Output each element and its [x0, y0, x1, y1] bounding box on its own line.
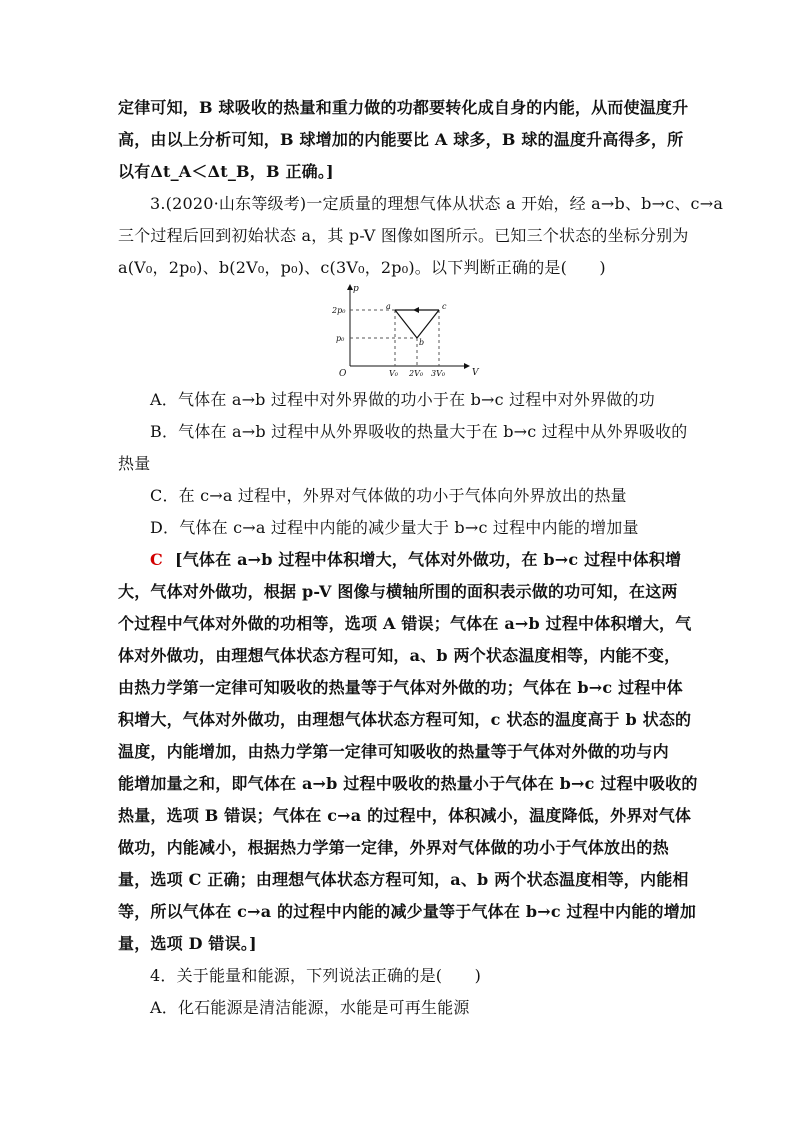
- label-point-b: b: [419, 338, 425, 347]
- answer-line-1: [150, 550, 681, 570]
- pv-diagram: [330, 282, 480, 378]
- answer-line-7: 温度，内能增加，由热力学第一定律可知吸收的热量等于气体对外做的功与内: [118, 742, 669, 761]
- label-origin: O: [339, 369, 347, 378]
- path-a-b: [395, 310, 417, 338]
- label-p-axis: p: [353, 284, 359, 294]
- text-line-1: 定律可知，B 球吸收的热量和重力做的功都要转化成自身的内能，从而使温度升: [118, 98, 689, 117]
- answer-line-9: 热量，选项 B 错误；气体在 c→a 的过程中，体积减小，温度降低，外界对气体: [118, 806, 692, 825]
- answer-line-10: 做功，内能减小，根据热力学第一定律，外界对气体做的功小于气体放出的热: [118, 838, 669, 857]
- path-b-c: [417, 310, 439, 338]
- tick-p0: p₀: [336, 334, 345, 343]
- arrow-c-a: [413, 307, 419, 313]
- answer-line-11: 量，选项 C 正确；由理想气体状态方程可知，a、b 两个状态温度相等，内能相: [118, 870, 689, 889]
- option-b-line-1: B．气体在 a→b 过程中从外界吸收的热量大于在 b→c 过程中从外界吸收的: [150, 422, 688, 441]
- text-line-3: 以有Δt_A＜Δt_B，B 正确。]: [118, 162, 334, 181]
- answer-line-13: 量，选项 D 错误。]: [118, 934, 257, 953]
- answer-text-1: [气体在 a→b 过程中体积增大，气体对外做功，在 b→c 过程中体积增: [174, 550, 682, 569]
- answer-line-5: 由热力学第一定律可知吸收的热量等于气体对外做的功；气体在 b→c 过程中体: [118, 678, 683, 697]
- question-3-line-2: 三个过程后回到初始状态 a，其 p-V 图像如图所示。已知三个状态的坐标分别为: [118, 226, 689, 245]
- label-point-c: c: [442, 302, 447, 311]
- answer-line-4: 体对外做功，由理想气体状态方程可知，a、b 两个状态温度相等，内能不变，: [118, 646, 681, 665]
- option-d: D．气体在 c→a 过程中内能的减少量大于 b→c 过程中内能的增加量: [150, 518, 639, 537]
- answer-line-8: 能增加量之和，即气体在 a→b 过程中吸收的热量小于气体在 b→c 过程中吸收的: [118, 774, 698, 793]
- tick-v0: V₀: [389, 369, 398, 378]
- answer-line-3: 个过程中气体对外做的功相等，选项 A 错误；气体在 a→b 过程中体积增大，气: [118, 614, 692, 633]
- option-a: A．气体在 a→b 过程中对外界做的功小于在 b→c 过程中对外界做的功: [150, 390, 655, 409]
- question-4-stem: 4．关于能量和能源，下列说法正确的是( ): [150, 966, 482, 985]
- v-axis-arrow: [464, 363, 470, 369]
- label-point-a: a: [386, 302, 391, 311]
- answer-line-12: 等，所以气体在 c→a 的过程中内能的减少量等于气体在 b→c 过程中内能的增加: [118, 902, 697, 921]
- answer-letter: C: [150, 550, 163, 569]
- text-line-2: 高，由以上分析可知，B 球增加的内能要比 A 球多，B 球的温度升高得多，所: [118, 130, 684, 149]
- answer-line-2: 大，气体对外做功，根据 p-V 图像与横轴所围的面积表示做的功可知，在这两: [118, 582, 678, 601]
- option-c: C．在 c→a 过程中，外界对气体做的功小于气体向外界放出的热量: [150, 486, 627, 505]
- option-b-line-2: 热量: [118, 454, 151, 473]
- pv-diagram-svg: [330, 282, 480, 378]
- answer-line-6: 积增大，气体对外做功，由理想气体状态方程可知，c 状态的温度高于 b 状态的: [118, 710, 692, 729]
- label-v-axis: V: [472, 368, 479, 378]
- question-4-option-a: A．化石能源是清洁能源，水能是可再生能源: [150, 998, 470, 1017]
- tick-3v0: 3V₀: [431, 369, 446, 378]
- tick-2p0: 2p₀: [332, 306, 346, 315]
- question-3-line-3: a(V₀，2p₀)、b(2V₀，p₀)、c(3V₀，2p₀)。以下判断正确的是( ): [118, 258, 606, 277]
- question-3-line-1: 3.(2020·山东等级考)一定质量的理想气体从状态 a 开始，经 a→b、b→c、c→a: [150, 194, 724, 213]
- tick-2v0: 2V₀: [409, 369, 424, 378]
